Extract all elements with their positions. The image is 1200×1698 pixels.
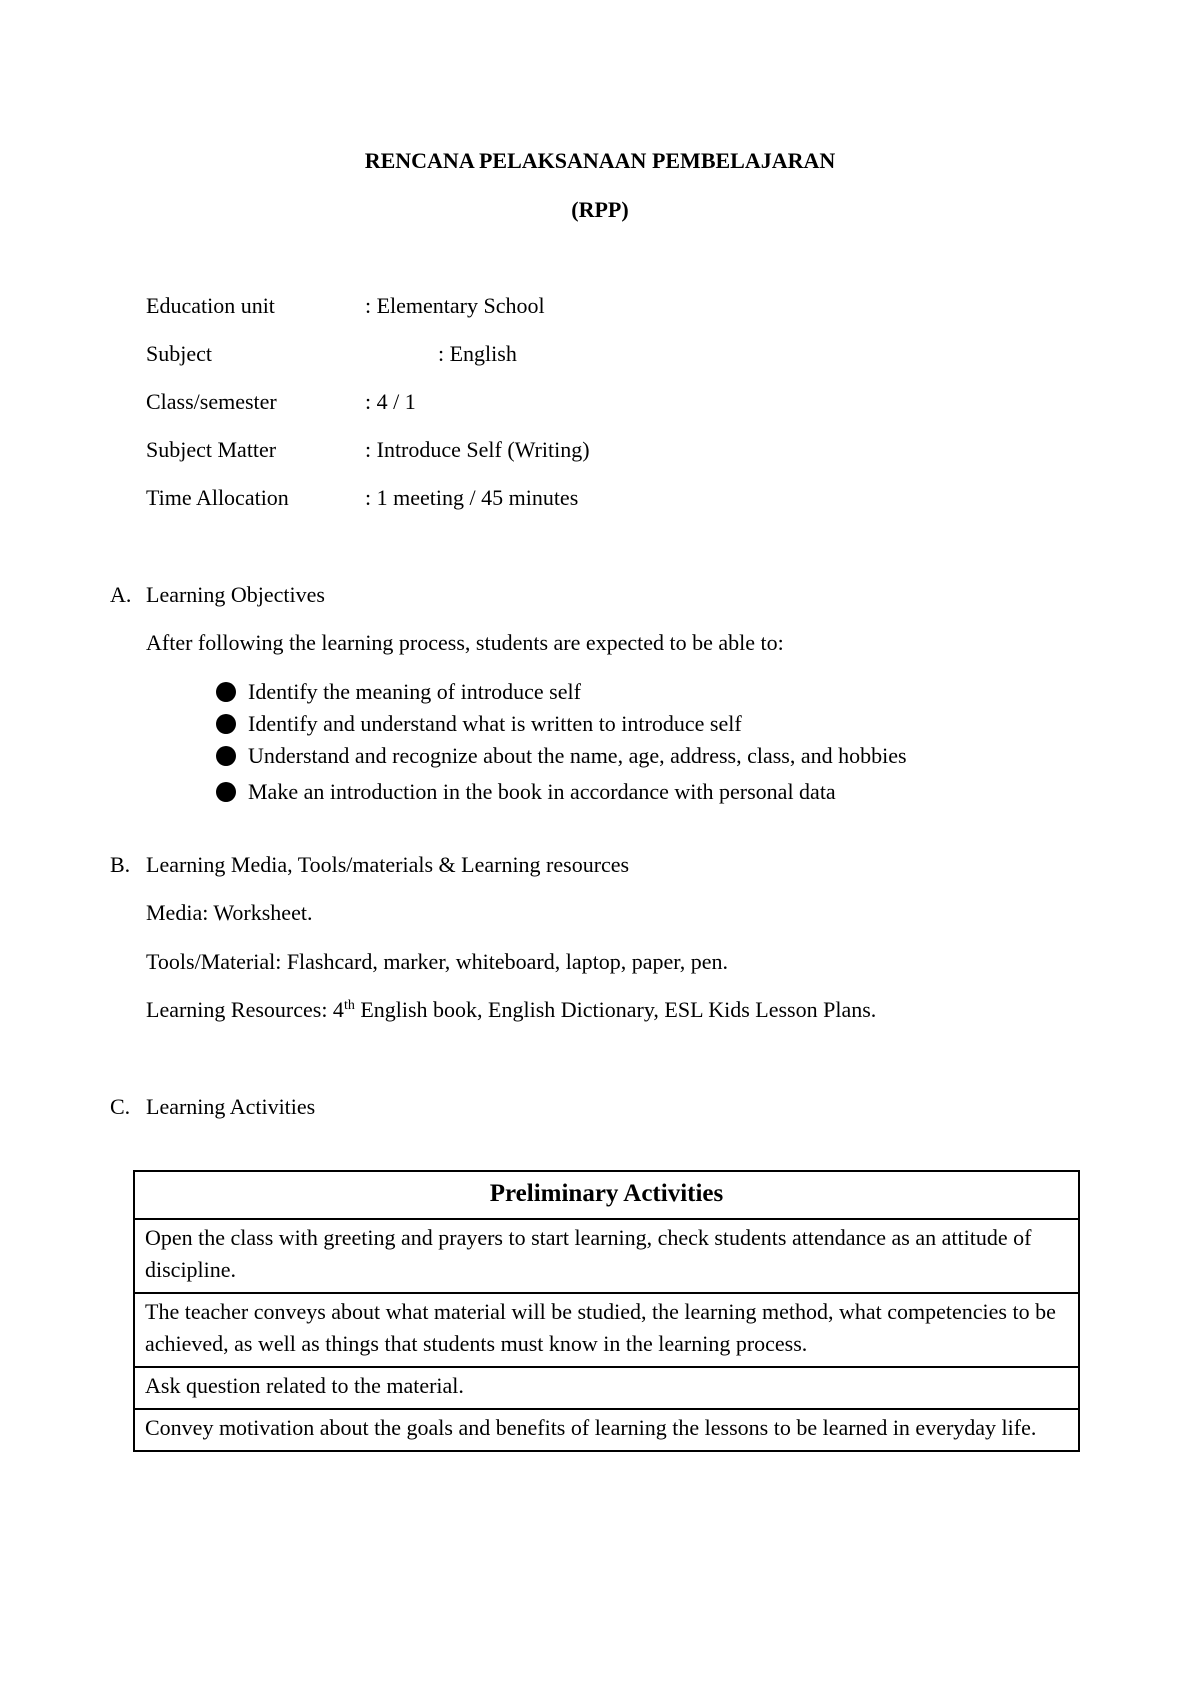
bullet-icon [216, 746, 236, 766]
section-letter: A. [110, 582, 132, 607]
section-title: Learning Media, Tools/materials & Learning resources [146, 852, 630, 877]
bullet-icon [216, 714, 236, 734]
media-line: Media: Worksheet. [146, 900, 313, 925]
table-row [134, 1367, 1079, 1409]
identity-row-class-semester [0, 391, 900, 417]
identity-label: Class/semester [146, 389, 277, 414]
ordinal-suffix: th [343, 998, 355, 1013]
table-row [134, 1409, 1079, 1451]
section-title: Learning Activities [146, 1094, 316, 1119]
section-b-heading [110, 854, 629, 876]
objectives-intro: After following the learning process, students are expected to be able to: [146, 630, 784, 655]
identity-label: Education unit [146, 293, 275, 318]
table-cell: Convey motivation about the goals and benefits of learning the lessons to be learned in everyday life. [134, 1409, 1079, 1451]
objective-text: Understand and recognize about the name, age, address, class, and hobbies [248, 743, 907, 768]
resources-line [146, 999, 876, 1021]
bullet-icon [216, 682, 236, 702]
objective-text: Identify and understand what is written to introduce self [248, 711, 742, 736]
table-cell: Open the class with greeting and prayers to start learning, check students attendance as an attitude of discipline. [134, 1219, 1079, 1293]
identity-value: : Elementary School [365, 293, 545, 318]
preliminary-activities-table [133, 1170, 1080, 1452]
identity-row-subject [0, 343, 900, 369]
objective-text: Identify the meaning of introduce self [248, 679, 581, 704]
table-header: Preliminary Activities [134, 1171, 1079, 1219]
resources-prefix: Learning Resources: 4 [146, 997, 344, 1022]
identity-label: Subject [146, 341, 212, 366]
table-header-row [134, 1171, 1079, 1219]
section-title: Learning Objectives [146, 582, 325, 607]
table-cell: Ask question related to the material. [134, 1367, 1079, 1409]
identity-label: Time Allocation [146, 485, 289, 510]
list-item [216, 745, 907, 767]
tools-line: Tools/Material: Flashcard, marker, whiteboard, laptop, paper, pen. [146, 949, 728, 974]
identity-value: : 1 meeting / 45 minutes [365, 485, 579, 510]
resources-rest: English book, English Dictionary, ESL Kids Lesson Plans. [354, 997, 877, 1022]
identity-value: : English [438, 341, 517, 366]
list-item [216, 781, 836, 803]
identity-row-time-allocation [0, 487, 900, 513]
bullet-icon [216, 782, 236, 802]
section-a-heading [110, 584, 325, 606]
identity-value: : Introduce Self (Writing) [365, 437, 590, 462]
document-subtitle: (RPP) [571, 197, 629, 222]
section-letter: C. [110, 1094, 131, 1119]
document-title: RENCANA PELAKSANAAN PEMBELAJARAN [364, 148, 836, 173]
table-row [134, 1293, 1079, 1367]
identity-row-subject-matter [0, 439, 900, 465]
identity-label: Subject Matter [146, 437, 277, 462]
identity-row-education-unit [0, 295, 900, 321]
table-cell: The teacher conveys about what material will be studied, the learning method, what competencies to be achieved, as well as things that students must know in the learning process. [134, 1293, 1079, 1367]
objective-text: Make an introduction in the book in accordance with personal data [248, 779, 836, 804]
table-row [134, 1219, 1079, 1293]
list-item [216, 681, 581, 703]
identity-value: : 4 / 1 [365, 389, 416, 414]
section-letter: B. [110, 852, 131, 877]
list-item [216, 713, 742, 735]
section-c-heading [110, 1096, 315, 1118]
